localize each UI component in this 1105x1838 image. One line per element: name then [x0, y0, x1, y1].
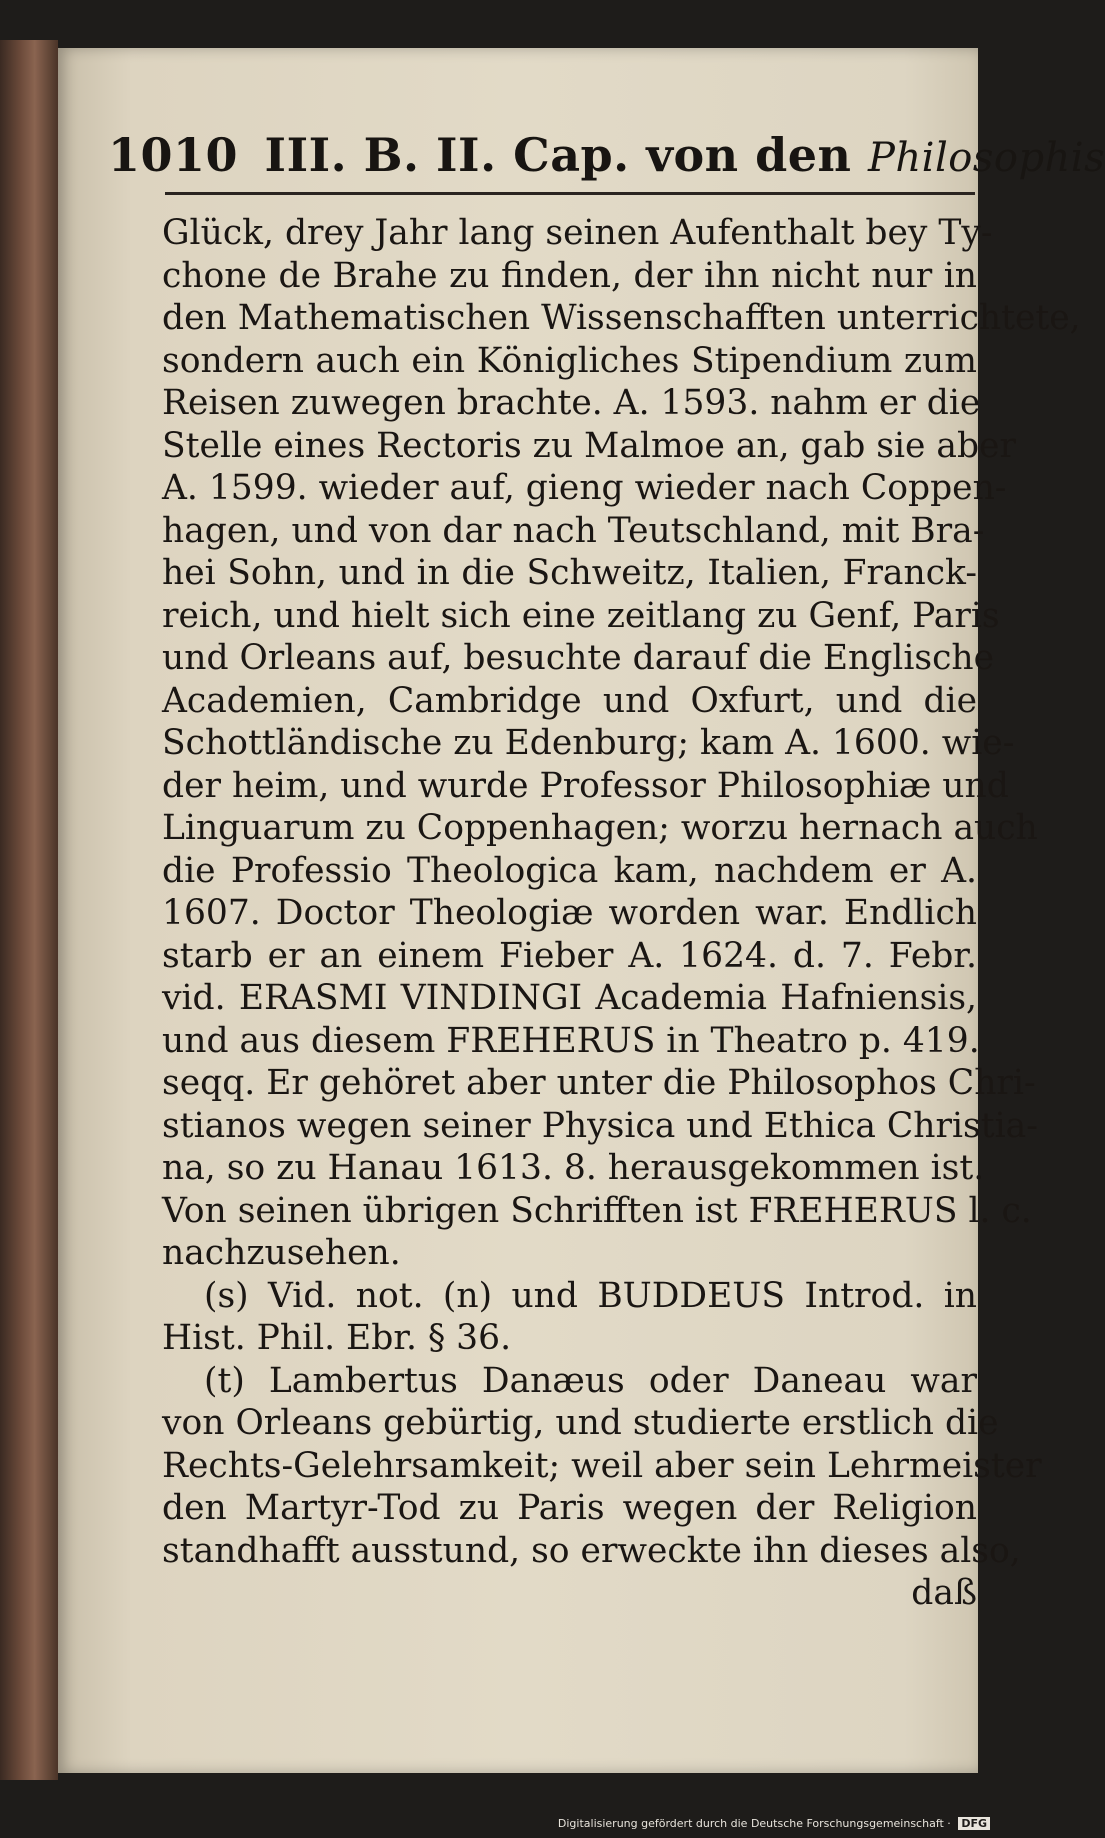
text-line: chone de Brahe zu finden, der ihn nicht nur in [162, 255, 977, 296]
credit-text: Digitalisierung gefördert durch die Deutsche Forschungsgemeinschaft · [557, 1817, 951, 1830]
text-line: starb er an einem Fieber A. 1624. d. 7. Febr. [162, 935, 977, 976]
text-line: stianos wegen seiner Physica und Ethica Christia- [162, 1105, 1038, 1146]
catchword: daß [911, 1573, 977, 1613]
text-line: die Professio Theologica kam, nachdem er A. [162, 850, 977, 891]
digitization-credit [558, 1817, 990, 1830]
text-line: sondern auch ein Königliches Stipendium zum [162, 340, 977, 381]
text-line: vid. ERASMI VINDINGI Academia Hafniensis, [162, 978, 977, 1018]
page-number: 1010 [108, 128, 239, 182]
text-line: Academien, Cambridge und Oxfurt, und die [162, 680, 977, 721]
text-line: seqq. Er gehöret aber unter die Philosophos Chri- [162, 1063, 1036, 1103]
text-line: hagen, und von dar nach Teutschland, mit Bra- [162, 510, 985, 551]
dfg-logo: DFG [958, 1817, 990, 1830]
text-line: A. 1599. wieder auf, gieng wieder nach Coppen- [162, 468, 1007, 508]
book-edge [0, 40, 58, 1780]
text-line: Linguarum zu Coppenhagen; worzu hernach auch [162, 808, 1038, 848]
text-line: na, so zu Hanau 1613. 8. herausgekommen ist. [162, 1148, 985, 1188]
text-line: Stelle eines Rectoris zu Malmoe an, gab sie aber [162, 425, 1016, 466]
text-line: der heim, und wurde Professor Philosophiæ und [162, 765, 1009, 806]
text-line: Glück, drey Jahr lang seinen Aufenthalt bey Ty- [162, 213, 993, 253]
text-line: hei Sohn, und in die Schweitz, Italien, Franck- [162, 553, 977, 593]
footnote-t: (t) Lambertus Danæus oder Daneau war [204, 1360, 977, 1401]
text-line: den Martyr-Tod zu Paris wegen der Religion [162, 1488, 977, 1528]
text-line: und aus diesem FREHERUS in Theatro p. 419. [162, 1020, 980, 1061]
footnote-s: (s) Vid. not. (n) und BUDDEUS Introd. in [204, 1275, 977, 1316]
text-line: 1607. Doctor Theologiæ worden war. Endlich [162, 893, 977, 933]
text-line: Reisen zuwegen brachte. A. 1593. nahm er die [162, 383, 981, 423]
text-line: standhafft ausstund, so erweckte ihn dieses also, [162, 1530, 1021, 1571]
text-line: Hist. Phil. Ebr. § 36. [162, 1318, 512, 1358]
text-line: Von seinen übrigen Schrifften ist FREHERUS l. c. [162, 1190, 1032, 1231]
body-text [162, 212, 1081, 1615]
text-line: den Mathematischen Wissenschafften unterrichtete, [162, 298, 1081, 338]
running-header [108, 128, 1105, 190]
header-rule [165, 192, 975, 195]
text-line: reich, und hielt sich eine zeitlang zu Genf, Paris [162, 595, 1000, 636]
header-italic: Philosophis [867, 135, 1105, 181]
text-line: nachzusehen. [162, 1233, 401, 1273]
text-line: Schottländische zu Edenburg; kam A. 1600. wie- [162, 723, 1015, 763]
text-line: von Orleans gebürtig, und studierte erstlich die [162, 1403, 999, 1443]
text-line: und Orleans auf, besuchte darauf die Englische [162, 638, 995, 678]
text-line: Rechts-Gelehrsamkeit; weil aber sein Lehrmeister [162, 1445, 1042, 1486]
header-title: III. B. II. Cap. von den [264, 128, 852, 182]
